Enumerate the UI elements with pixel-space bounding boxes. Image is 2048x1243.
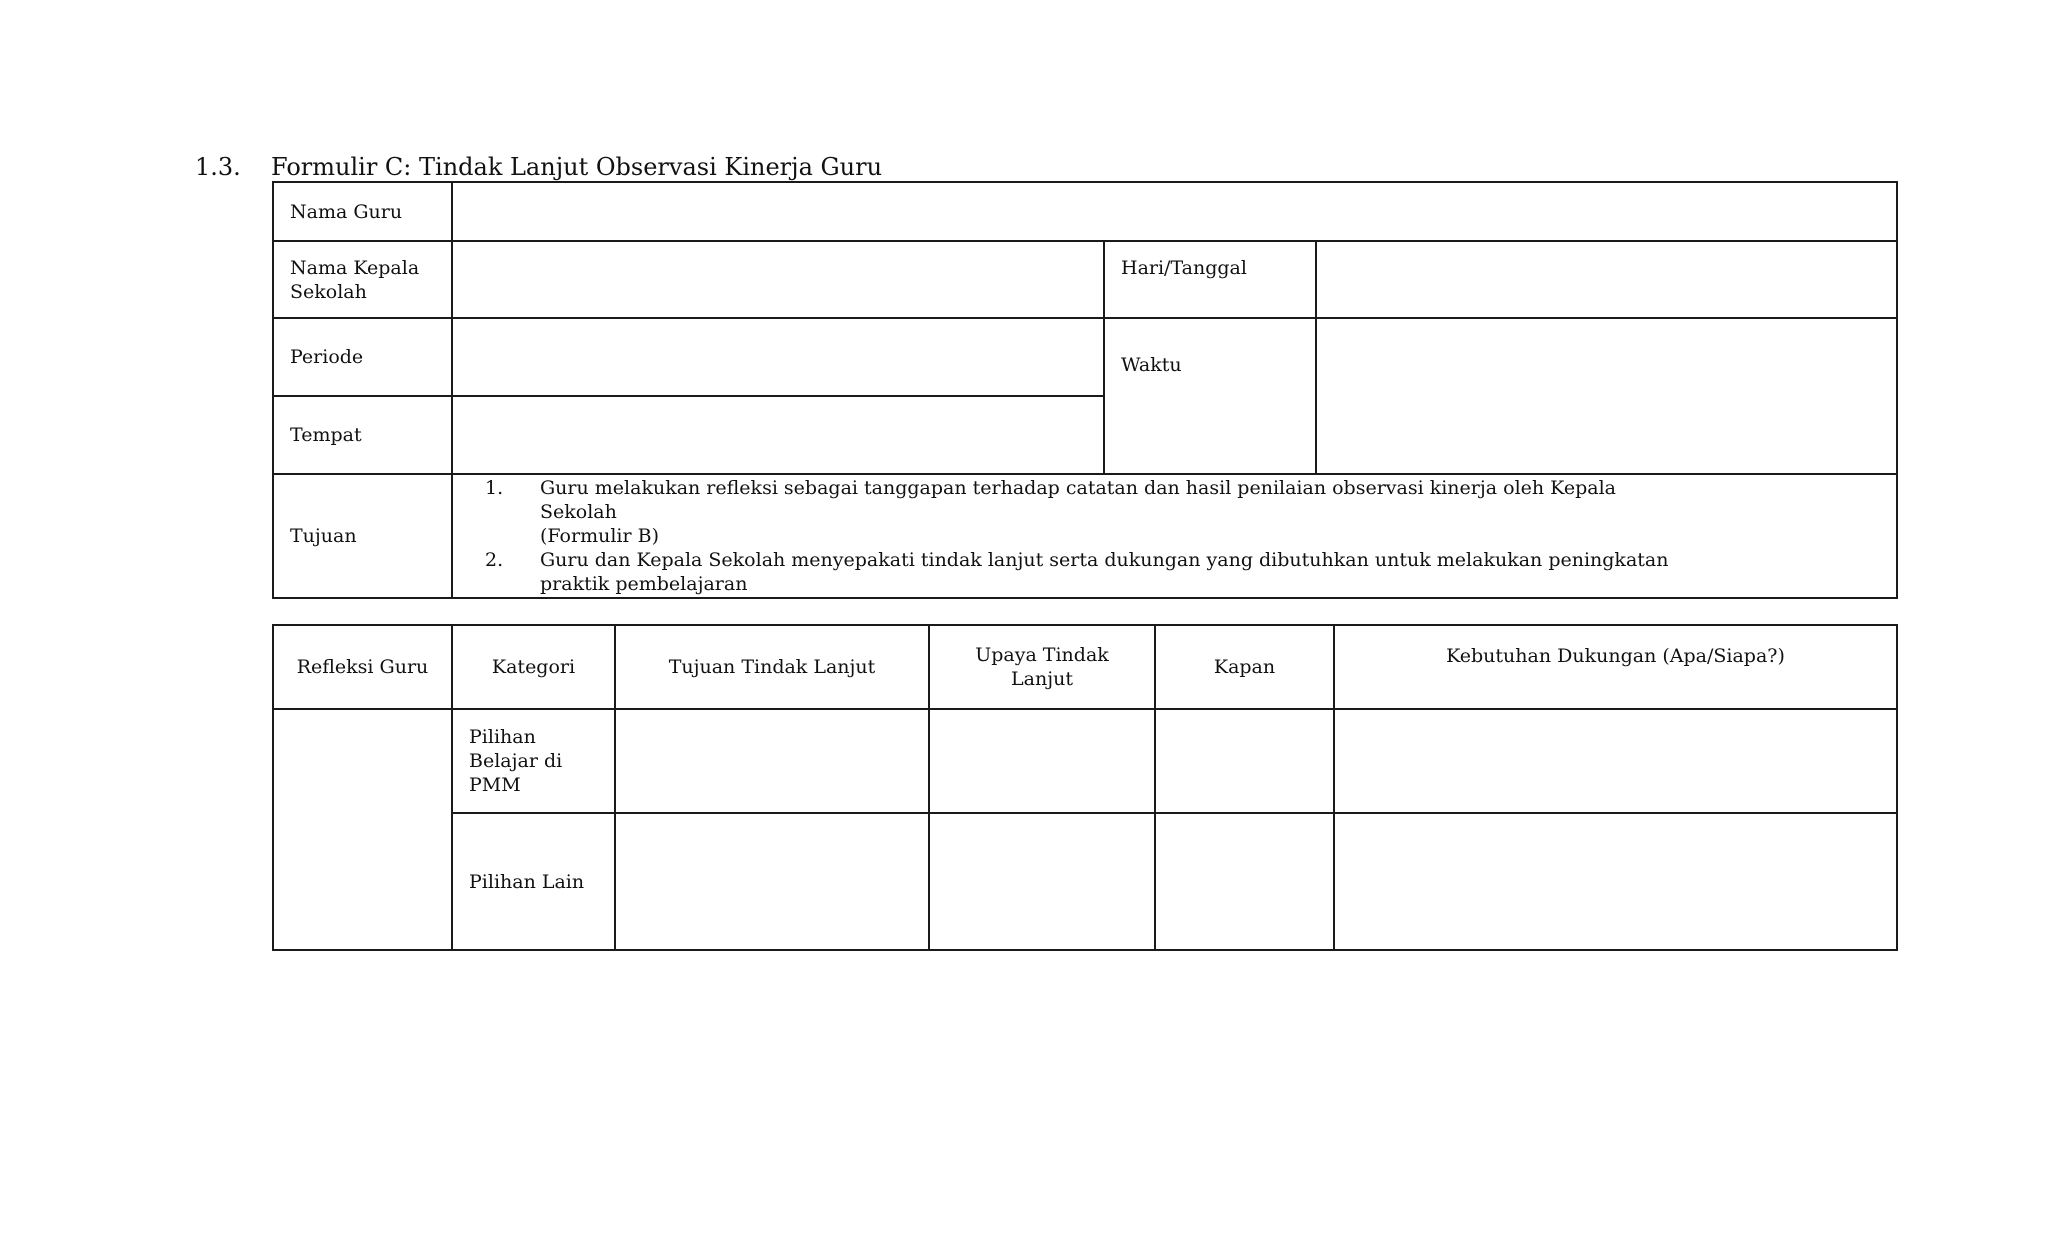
nama-kepala-field[interactable] xyxy=(452,241,1104,318)
header-upaya-line2: Lanjut xyxy=(1011,668,1073,690)
follow-up-table xyxy=(272,624,1898,951)
tujuan-item-text-line2: (Formulir B) xyxy=(540,525,659,547)
kategori-line1: Pilihan Lain xyxy=(469,870,585,893)
row-nama-kepala xyxy=(273,241,1897,318)
tujuan-item xyxy=(469,476,1690,548)
kebutuhan-dukungan-field[interactable] xyxy=(1334,709,1897,813)
tempat-label: Tempat xyxy=(273,396,452,474)
kategori-line2: Belajar di xyxy=(469,750,563,772)
tujuan-label: Tujuan xyxy=(273,474,452,598)
header-kategori: Kategori xyxy=(452,625,615,709)
form-title: Formulir C: Tindak Lanjut Observasi Kinerja Guru xyxy=(271,153,883,181)
follow-up-row xyxy=(273,709,1897,813)
tujuan-content xyxy=(452,474,1897,598)
section-number: 1.3. xyxy=(195,153,241,181)
waktu-label: Waktu xyxy=(1104,318,1316,474)
kategori-cell xyxy=(452,813,615,950)
hari-tanggal-field[interactable] xyxy=(1316,241,1897,318)
tujuan-item xyxy=(469,548,1690,596)
kebutuhan-dukungan-field[interactable] xyxy=(1334,813,1897,950)
nama-kepala-label-line2: Sekolah xyxy=(290,280,367,303)
follow-up-header-row xyxy=(273,625,1897,709)
hari-tanggal-label: Hari/Tanggal xyxy=(1104,241,1316,318)
upaya-tindak-lanjut-field[interactable] xyxy=(929,709,1155,813)
kapan-field[interactable] xyxy=(1155,813,1334,950)
nama-kepala-label xyxy=(273,241,452,318)
periode-label: Periode xyxy=(273,318,452,396)
tujuan-list xyxy=(469,476,1880,596)
row-tujuan xyxy=(273,474,1897,598)
kapan-field[interactable] xyxy=(1155,709,1334,813)
tempat-field[interactable] xyxy=(452,396,1104,474)
observation-info-table xyxy=(272,181,1898,599)
kategori-line3: PMM xyxy=(469,774,521,796)
refleksi-guru-field[interactable] xyxy=(273,709,452,950)
nama-guru-label: Nama Guru xyxy=(273,182,452,241)
header-kapan: Kapan xyxy=(1155,625,1334,709)
periode-field[interactable] xyxy=(452,318,1104,396)
header-upaya-line1: Upaya Tindak xyxy=(975,644,1109,666)
header-kebutuhan-dukungan: Kebutuhan Dukungan (Apa/Siapa?) xyxy=(1334,625,1897,709)
tujuan-item-number: 1. xyxy=(485,477,504,499)
tujuan-tindak-lanjut-field[interactable] xyxy=(615,709,929,813)
tujuan-item-text-line2: praktik pembelajaran xyxy=(540,573,748,595)
header-tujuan-tindak-lanjut: Tujuan Tindak Lanjut xyxy=(615,625,929,709)
row-periode xyxy=(273,318,1897,396)
follow-up-row xyxy=(273,813,1897,950)
nama-guru-field[interactable] xyxy=(452,182,1897,241)
kategori-line1: Pilihan xyxy=(469,726,536,748)
tujuan-item-text-line1: Guru melakukan refleksi sebagai tanggapan terhadap catatan dan hasil penilaian observasi kinerja oleh Kepala Sekolah xyxy=(540,477,1616,523)
kategori-cell xyxy=(452,709,615,813)
nama-kepala-label-line1: Nama Kepala xyxy=(290,256,420,279)
upaya-tindak-lanjut-field[interactable] xyxy=(929,813,1155,950)
header-upaya-tindak-lanjut xyxy=(929,625,1155,709)
waktu-field[interactable] xyxy=(1316,318,1897,474)
row-nama-guru xyxy=(273,182,1897,241)
tujuan-item-number: 2. xyxy=(485,549,504,571)
tujuan-tindak-lanjut-field[interactable] xyxy=(615,813,929,950)
header-refleksi-guru: Refleksi Guru xyxy=(273,625,452,709)
tujuan-item-text-line1: Guru dan Kepala Sekolah menyepakati tindak lanjut serta dukungan yang dibutuhkan untuk melakukan peningkatan xyxy=(540,549,1669,571)
